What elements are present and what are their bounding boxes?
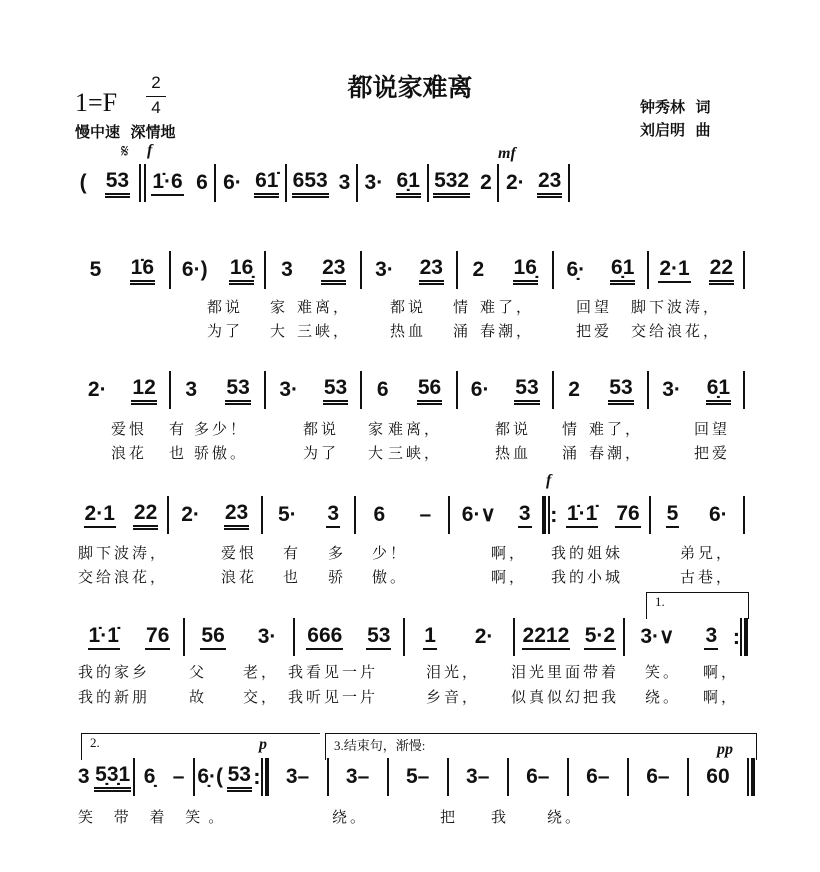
measure bbox=[458, 370, 552, 410]
lyric-s4-v2: 傲。 bbox=[372, 568, 409, 586]
note-group: 2212 bbox=[522, 624, 571, 650]
lyric-s3-v1: 难了， bbox=[589, 420, 644, 438]
key-signature: 1=F bbox=[75, 88, 118, 117]
lyric-s5-v1: 泪光， bbox=[426, 663, 481, 681]
note-group: 3 bbox=[704, 624, 718, 650]
note-group: 53 bbox=[227, 763, 252, 792]
measure bbox=[450, 495, 542, 535]
lyric-s5-v2: 啊， bbox=[703, 688, 740, 706]
lyric-s6-v1: 绕。 bbox=[547, 808, 584, 826]
note-group: 6̣1 bbox=[706, 376, 731, 405]
lyric-s2-v1: 回望 bbox=[576, 298, 613, 316]
measure bbox=[649, 250, 743, 290]
barline bbox=[743, 496, 745, 534]
note-group: 2·1 bbox=[84, 502, 116, 528]
measure bbox=[499, 163, 568, 203]
note-group: 1̇·1̇ bbox=[566, 502, 598, 528]
lyric-s4-v1: 弟兄， bbox=[680, 544, 735, 562]
note-group: 6· bbox=[708, 503, 728, 526]
note-group: 5 bbox=[89, 258, 102, 281]
notation-system-4 bbox=[75, 495, 745, 535]
measure bbox=[358, 163, 427, 203]
note-group: 3 bbox=[518, 502, 532, 528]
measure bbox=[75, 250, 169, 290]
notation-system-2 bbox=[75, 250, 745, 290]
lyric-s2-v1: 脚下波涛， bbox=[631, 298, 722, 316]
note-group: 6̣ bbox=[143, 765, 156, 788]
lyric-s5-v1: 我的家乡 bbox=[78, 663, 151, 681]
lyric-s3-v2: 骄傲。 bbox=[194, 444, 249, 462]
note-group: 16̣ bbox=[229, 256, 254, 285]
measure bbox=[266, 370, 360, 410]
note-group: 1 bbox=[423, 624, 437, 650]
lyric-s3-v2: 也 bbox=[169, 444, 188, 462]
note-group: 60 bbox=[706, 765, 730, 788]
lyric-s6-v1: 笑 带 着 笑。 bbox=[78, 808, 232, 826]
segno-icon: 𝄋 bbox=[121, 141, 129, 162]
lyric-s4-v1: 脚下波涛， bbox=[78, 544, 169, 562]
volta-3 bbox=[325, 733, 757, 760]
lyric-s3-v2: 浪花 bbox=[111, 444, 148, 462]
barline bbox=[743, 371, 745, 409]
lyric-s3-v2: 为了 bbox=[303, 444, 340, 462]
lyric-s6-v1: 把 bbox=[440, 808, 459, 826]
measure bbox=[75, 495, 167, 535]
lyric-s2-v1: 都说 bbox=[207, 298, 244, 316]
measure bbox=[429, 163, 498, 203]
measure bbox=[295, 617, 403, 657]
measure bbox=[171, 250, 265, 290]
note-group: 23 bbox=[224, 501, 249, 530]
lyricist-credit: 钟秀林 词 bbox=[640, 98, 711, 116]
notation-system-1 bbox=[70, 163, 570, 203]
note-group: 56 bbox=[417, 376, 442, 405]
lyric-s5-v2: 似真似幻把我 bbox=[511, 688, 620, 706]
measure bbox=[362, 370, 456, 410]
lyric-s4-v1: 多 bbox=[328, 544, 347, 562]
lyric-s5-v1: 父 bbox=[189, 663, 208, 681]
note-group: 3· bbox=[257, 625, 277, 648]
note-group: 1̇·1̇ bbox=[88, 624, 120, 650]
note-group: 666 bbox=[306, 624, 343, 650]
note-group: 22 bbox=[709, 256, 734, 285]
lyric-s2-v2: 热血 bbox=[390, 322, 427, 340]
dynamic-pianissimo: pp bbox=[717, 741, 733, 758]
lyric-s2-v1: 难离， bbox=[297, 298, 352, 316]
note-group: 6̣·( bbox=[197, 765, 224, 788]
lyric-s4-v2: 浪花 bbox=[221, 568, 258, 586]
measure bbox=[269, 757, 327, 797]
lyric-s4-v1: 少！ bbox=[372, 544, 409, 562]
notation-system-5 bbox=[75, 617, 748, 657]
note-group: 53 bbox=[514, 376, 539, 405]
volta-1 bbox=[646, 592, 749, 619]
lyric-s2-v2: 春潮， bbox=[480, 322, 535, 340]
note-group: 6 bbox=[376, 378, 389, 401]
note-group: 12 bbox=[131, 376, 156, 405]
note-group: 6̣· bbox=[566, 258, 586, 281]
measure bbox=[135, 757, 193, 797]
measure bbox=[651, 495, 743, 535]
note-group: ( bbox=[79, 171, 87, 194]
note-group: 61̇ bbox=[254, 169, 279, 198]
note-group: 3– bbox=[345, 765, 370, 788]
notation-system-3 bbox=[75, 370, 745, 410]
note-group: 2· bbox=[474, 625, 494, 648]
lyric-s3-v1: 爱恨 bbox=[111, 420, 148, 438]
lyric-s2-v2: 为了 bbox=[207, 322, 244, 340]
volta-1-label: 1. bbox=[655, 594, 665, 609]
measure bbox=[185, 617, 293, 657]
measure bbox=[329, 757, 387, 797]
lyric-s4-v1: 爱恨 bbox=[221, 544, 258, 562]
volta-2-label: 2. bbox=[90, 735, 100, 750]
composer-credit: 刘启明 曲 bbox=[640, 121, 711, 139]
note-group: 3 bbox=[281, 258, 293, 281]
measure bbox=[554, 250, 648, 290]
dynamic-forte: f bbox=[147, 142, 153, 159]
lyric-s3-v1: 情 bbox=[562, 420, 581, 438]
note-group: 6·) bbox=[181, 258, 208, 281]
note-group: 23 bbox=[419, 256, 444, 285]
lyric-s2-v2: 大 bbox=[270, 322, 289, 340]
measure bbox=[171, 370, 265, 410]
note-group: 2· bbox=[181, 503, 200, 526]
note-group: 1̇6 bbox=[130, 256, 155, 285]
note-group: 76 bbox=[145, 624, 170, 650]
measure bbox=[649, 370, 743, 410]
measure bbox=[216, 163, 285, 203]
note-group: 1̇·6 bbox=[151, 170, 183, 196]
measure bbox=[569, 757, 627, 797]
lyric-s4-v1: 我的姐妹 bbox=[551, 544, 624, 562]
lyric-s5-v1: 笑。 bbox=[645, 663, 682, 681]
lyric-s5-v2: 故 bbox=[189, 688, 208, 706]
lyric-s5-v1: 老， bbox=[243, 663, 280, 681]
lyric-s3-v1: 回望 bbox=[694, 420, 731, 438]
note-group: 3· bbox=[364, 171, 384, 194]
lyric-s3-v2: 涌 bbox=[562, 444, 581, 462]
measure bbox=[449, 757, 507, 797]
note-group: 5·2 bbox=[584, 624, 616, 650]
lyric-s3-v1: 多少！ bbox=[194, 420, 249, 438]
lyric-s4-v2: 啊， bbox=[491, 568, 528, 586]
lyric-s5-v2: 交， bbox=[243, 688, 280, 706]
time-signature-line bbox=[146, 96, 166, 97]
note-group: 653 bbox=[292, 169, 329, 198]
note-group: 23 bbox=[537, 169, 562, 198]
lyric-s2-v1: 都说 bbox=[390, 298, 427, 316]
note-group: 23 bbox=[321, 256, 346, 285]
lyric-s2-v1: 情 bbox=[453, 298, 472, 316]
note-group: 5 bbox=[666, 502, 680, 528]
repeat-start-barline: : bbox=[542, 496, 557, 534]
note-group: 5̣3̣1 bbox=[94, 763, 131, 792]
note-group: 22 bbox=[133, 501, 158, 530]
note-group: 53 bbox=[366, 624, 391, 650]
lyric-s5-v2: 乡音， bbox=[426, 688, 481, 706]
measure bbox=[70, 163, 139, 203]
note-group: – bbox=[419, 503, 432, 526]
measure bbox=[689, 757, 747, 797]
notation-system-6 bbox=[75, 757, 755, 797]
note-group: 76 bbox=[615, 502, 640, 528]
measure bbox=[146, 163, 215, 203]
measure bbox=[509, 757, 567, 797]
lyric-s5-v1: 啊， bbox=[703, 663, 740, 681]
note-group: 2· bbox=[87, 378, 107, 401]
lyric-s2-v2: 涌 bbox=[453, 322, 472, 340]
measure bbox=[195, 757, 253, 797]
measure bbox=[362, 250, 456, 290]
measure bbox=[629, 757, 687, 797]
lyric-s4-v2: 古巷， bbox=[680, 568, 735, 586]
lyric-s2-v2: 交给浪花， bbox=[631, 322, 722, 340]
volta-3-label: 3.结束句，渐慢: bbox=[334, 738, 426, 753]
repeat-end-barline: : bbox=[253, 758, 268, 796]
note-group: 6– bbox=[586, 765, 610, 788]
measure bbox=[554, 370, 648, 410]
lyric-s6-v1: 绕。 bbox=[332, 808, 369, 826]
measure bbox=[356, 495, 448, 535]
measure bbox=[557, 495, 649, 535]
lyric-s5-v2: 绕。 bbox=[645, 688, 682, 706]
measure bbox=[266, 250, 360, 290]
note-group: 6· bbox=[223, 171, 242, 194]
note-group: 53 bbox=[608, 376, 633, 405]
time-signature-top: 2 bbox=[151, 73, 161, 92]
lyric-s4-v2: 也 bbox=[283, 568, 302, 586]
measure bbox=[75, 617, 183, 657]
measure bbox=[625, 617, 733, 657]
lyric-s4-v2: 我的小城 bbox=[551, 568, 624, 586]
note-group: 3 bbox=[338, 171, 351, 194]
note-group: 6·∨ bbox=[461, 503, 496, 526]
note-group: 6· bbox=[470, 378, 490, 401]
note-group: 2·1 bbox=[658, 257, 690, 283]
measure bbox=[515, 617, 623, 657]
double-barline bbox=[139, 164, 146, 202]
note-group: 2 bbox=[472, 258, 485, 281]
note-group: 6– bbox=[646, 765, 670, 788]
dynamic-piano: p bbox=[259, 736, 267, 753]
note-group: 6̣1 bbox=[610, 256, 635, 285]
note-group: 3 bbox=[77, 765, 90, 788]
note-group: 3· bbox=[279, 378, 299, 401]
lyric-s3-v2: 三峡， bbox=[388, 444, 443, 462]
lyric-s2-v2: 三峡， bbox=[297, 322, 352, 340]
lyric-s3-v2: 热血 bbox=[495, 444, 532, 462]
tempo-marking: 慢中速 深情地 bbox=[75, 123, 176, 141]
measure bbox=[389, 757, 447, 797]
volta-2 bbox=[81, 733, 320, 760]
lyric-s4-v1: 啊， bbox=[491, 544, 528, 562]
note-group: 5· bbox=[277, 503, 297, 526]
lyric-s2-v1: 难了， bbox=[480, 298, 535, 316]
note-group: 53 bbox=[225, 376, 250, 405]
time-signature-bottom: 4 bbox=[151, 98, 161, 117]
note-group: 3 bbox=[326, 502, 340, 528]
measure bbox=[405, 617, 513, 657]
dynamic-forte-chorus: f bbox=[546, 472, 552, 489]
note-group: 6– bbox=[526, 765, 550, 788]
lyric-s6-v1: 我 bbox=[491, 808, 510, 826]
lyric-s2-v2: 把爱 bbox=[576, 322, 613, 340]
lyric-s3-v1: 都说 bbox=[495, 420, 532, 438]
barline bbox=[743, 251, 745, 289]
lyric-s3-v2: 大 bbox=[368, 444, 387, 462]
note-group: 3 bbox=[185, 378, 198, 401]
final-barline bbox=[747, 758, 755, 796]
note-group: 16̣ bbox=[513, 256, 538, 285]
lyric-s5-v2: 我的新朋 bbox=[78, 688, 151, 706]
lyric-s3-v1: 家 bbox=[368, 420, 387, 438]
note-group: 3– bbox=[466, 765, 490, 788]
note-group: 53 bbox=[105, 169, 130, 198]
note-group: 3· bbox=[375, 258, 394, 281]
measure bbox=[287, 163, 356, 203]
lyric-s3-v2: 把爱 bbox=[694, 444, 731, 462]
note-group: 3– bbox=[285, 765, 310, 788]
measure bbox=[263, 495, 355, 535]
lyric-s3-v2: 春潮， bbox=[589, 444, 644, 462]
song-title: 都说家难离 bbox=[347, 73, 473, 102]
note-group: 6̣1 bbox=[396, 169, 421, 198]
lyric-s4-v2: 交给浪花， bbox=[78, 568, 169, 586]
measure bbox=[75, 757, 133, 797]
note-group: 56 bbox=[200, 624, 225, 650]
measure bbox=[169, 495, 261, 535]
note-group: 6 bbox=[196, 171, 208, 194]
note-group: 3·∨ bbox=[640, 625, 675, 648]
note-group: 6 bbox=[373, 503, 386, 526]
note-group: 2 bbox=[480, 171, 492, 194]
measure bbox=[458, 250, 552, 290]
lyric-s3-v1: 都说 bbox=[303, 420, 340, 438]
note-group: – bbox=[172, 765, 185, 788]
lyric-s5-v1: 泪光里面带着 bbox=[511, 663, 620, 681]
note-group: 2· bbox=[505, 171, 525, 194]
note-group: 3· bbox=[662, 378, 681, 401]
repeat-end-barline: : bbox=[733, 618, 748, 656]
measure bbox=[75, 370, 169, 410]
note-group: 5– bbox=[405, 765, 430, 788]
barline bbox=[568, 164, 570, 202]
lyric-s2-v1: 家 bbox=[270, 298, 289, 316]
lyric-s4-v2: 骄 bbox=[328, 568, 347, 586]
lyric-s4-v1: 有 bbox=[283, 544, 302, 562]
note-group: 53 bbox=[323, 376, 348, 405]
note-group: 532 bbox=[433, 169, 470, 198]
lyric-s5-v2: 我听见一片 bbox=[288, 688, 379, 706]
lyric-s5-v1: 我看见一片 bbox=[288, 663, 379, 681]
lyric-s3-v1: 难离， bbox=[388, 420, 443, 438]
lyric-s3-v1: 有 bbox=[169, 420, 188, 438]
note-group: 2 bbox=[568, 378, 580, 401]
dynamic-mezzo-forte: mf bbox=[498, 145, 516, 162]
